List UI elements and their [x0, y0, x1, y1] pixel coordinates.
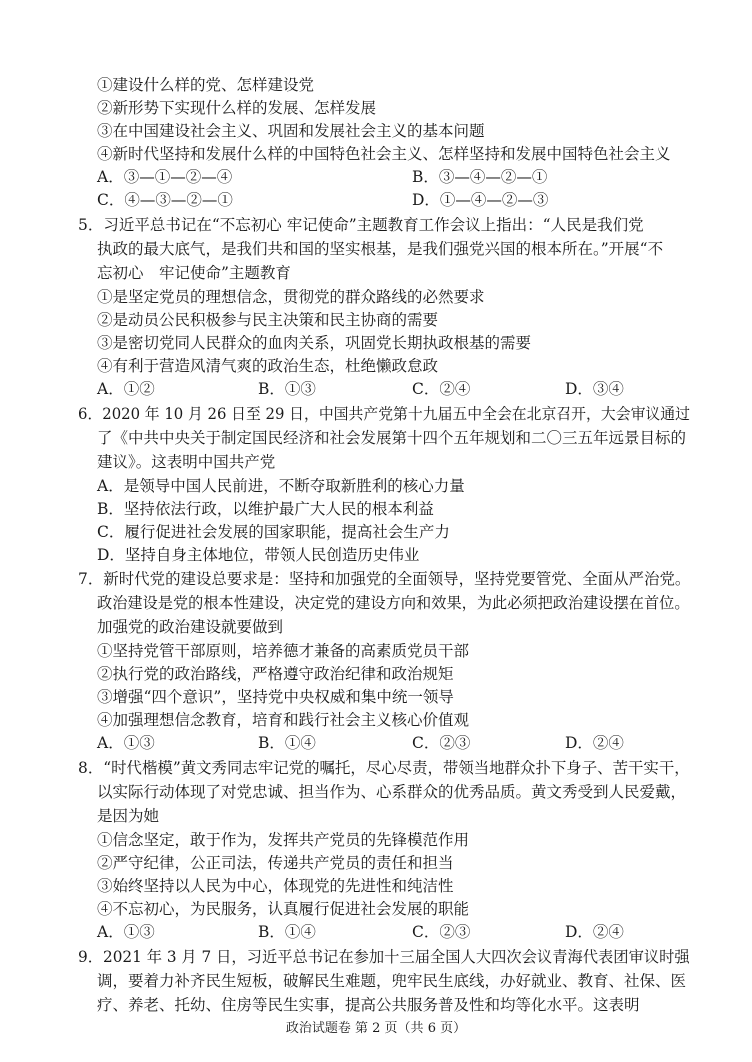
q5-item-1: ①是坚定党员的理想信念，贯彻党的群众路线的必然要求 — [97, 288, 485, 306]
q5-option-b: B．①③ — [258, 380, 316, 398]
q7-stem-line-2: 政治建设是党的根本性建设，决定党的建设方向和效果，为此必须把政治建设摆在首位。 — [97, 594, 690, 612]
q9-stem-line-1: 9．2021 年 3 月 7 日，习近平总书记在参加十三届全国人大四次会议青海代表团审议时强 — [78, 948, 690, 966]
q5-item-2: ②是动员公民积极参与民主决策和民主协商的需要 — [97, 311, 439, 329]
q8-stem-line-1: 8．“时代楷模”黄文秀同志牢记党的嘱托，尽心尽责，带领当地群众扑下身子、苦干实干， — [78, 759, 690, 777]
q7-options — [97, 732, 657, 754]
q7-option-d: D．②④ — [565, 734, 624, 752]
q6-option-b: B．坚持依法行政，以维护最广大人民的根本利益 — [97, 500, 434, 518]
q8-option-d: D．②④ — [565, 923, 624, 941]
q7-item-4: ④加强理想信念教育，培育和践行社会主义核心价值观 — [97, 711, 470, 729]
q4-item-4: ④新时代坚持和发展什么样的中国特色社会主义、怎样坚持和发展中国特色社会主义 — [97, 145, 671, 163]
q7-option-c: C．②③ — [412, 734, 471, 752]
q8-item-4: ④不忘初心，为民服务，认真履行促进社会发展的职能 — [97, 900, 470, 918]
q4-option-c: C．④—③—②—① — [97, 191, 233, 209]
q5-stem-line-2: 执政的最大底气，是我们共和国的坚实根基，是我们强党兴国的根本所在。”开展“不 — [97, 240, 664, 258]
q7-item-1: ①坚持党管干部原则，培养德才兼备的高素质党员干部 — [97, 642, 470, 660]
q4-option-b: B．③—④—②—① — [412, 168, 548, 186]
q4-item-2: ②新形势下实现什么样的发展、怎样发展 — [97, 99, 377, 117]
q8-item-1: ①信念坚定，敢于作为，发挥共产党员的先锋模范作用 — [97, 831, 470, 849]
q5-options — [97, 378, 657, 400]
q8-stem-line-2: 以实际行动体现了对党忠诚、担当作为、心系群众的优秀品质。黄文秀受到人民爱戴， — [97, 783, 687, 801]
q5-item-4: ④有利于营造风清气爽的政治生态，杜绝懒政怠政 — [97, 357, 439, 375]
q8-options — [97, 921, 657, 943]
q5-stem-line-3: 忘初心 牢记使命”主题教育 — [97, 264, 291, 282]
q7-item-3: ③增强“四个意识”，坚持党中央权威和集中统一领导 — [97, 688, 454, 706]
q6-stem-line-1: 6．2020 年 10 月 26 日至 29 日，中国共产党第十九届五中全会在北京召开，大会审议通过 — [78, 405, 690, 423]
q5-option-a: A．①② — [97, 380, 155, 398]
q8-option-b: B．①④ — [258, 923, 316, 941]
page-footer: 政治试题卷 第 2 页（共 6 页） — [285, 1021, 467, 1036]
q5-item-3: ③是密切党同人民群众的血肉关系，巩固党长期执政根基的需要 — [97, 334, 532, 352]
q4-option-d: D．①—④—②—③ — [412, 191, 549, 209]
q8-item-2: ②严守纪律，公正司法，传递共产党员的责任和担当 — [97, 854, 454, 872]
q6-option-a: A．是领导中国人民前进，不断夺取新胜利的核心力量 — [97, 477, 465, 495]
q4-item-3: ③在中国建设社会主义、巩固和发展社会主义的基本问题 — [97, 122, 485, 140]
q8-stem-line-3: 是因为她 — [97, 807, 160, 825]
q6-stem-line-2: 了《中共中央关于制定国民经济和社会发展第十四个五年规划和二〇三五年远景目标的 — [97, 429, 687, 447]
q8-item-3: ③始终坚持以人民为中心，体现党的先进性和纯洁性 — [97, 877, 454, 895]
q7-option-a: A．①③ — [97, 734, 155, 752]
q9-stem-line-3: 疗、养老、托幼、住房等民生实事，提高公共服务普及性和均等化水平。这表明 — [97, 996, 640, 1014]
q7-stem-line-3: 加强党的政治建设就要做到 — [97, 618, 284, 636]
q5-stem-line-1: 5．习近平总书记在“不忘初心 牢记使命”主题教育工作会议上指出：“人民是我们党 — [78, 216, 644, 234]
q7-option-b: B．①④ — [258, 734, 316, 752]
q7-item-2: ②执行党的政治路线，严格遵守政治纪律和政治规矩 — [97, 665, 454, 683]
q9-stem-line-2: 调，要着力补齐民生短板，破解民生难题，兜牢民生底线，办好就业、教育、社保、医 — [97, 972, 687, 990]
q4-item-1: ①建设什么样的党、怎样建设党 — [97, 76, 315, 94]
q4-option-a: A．③—①—②—④ — [97, 168, 233, 186]
q6-option-d: D．坚持自身主体地位，带领人民创造历史伟业 — [97, 546, 420, 564]
q5-option-c: C．②④ — [412, 380, 471, 398]
q6-stem-line-3: 建议》。这表明中国共产党 — [97, 453, 276, 471]
q5-option-d: D．③④ — [565, 380, 624, 398]
q6-option-c: C．履行促进社会发展的国家职能，提高社会生产力 — [97, 523, 450, 541]
q8-option-c: C．②③ — [412, 923, 471, 941]
q7-stem-line-1: 7．新时代党的建设总要求是：坚持和加强党的全面领导，坚持党要管党、全面从严治党。 — [78, 570, 691, 588]
q8-option-a: A．①③ — [97, 923, 155, 941]
